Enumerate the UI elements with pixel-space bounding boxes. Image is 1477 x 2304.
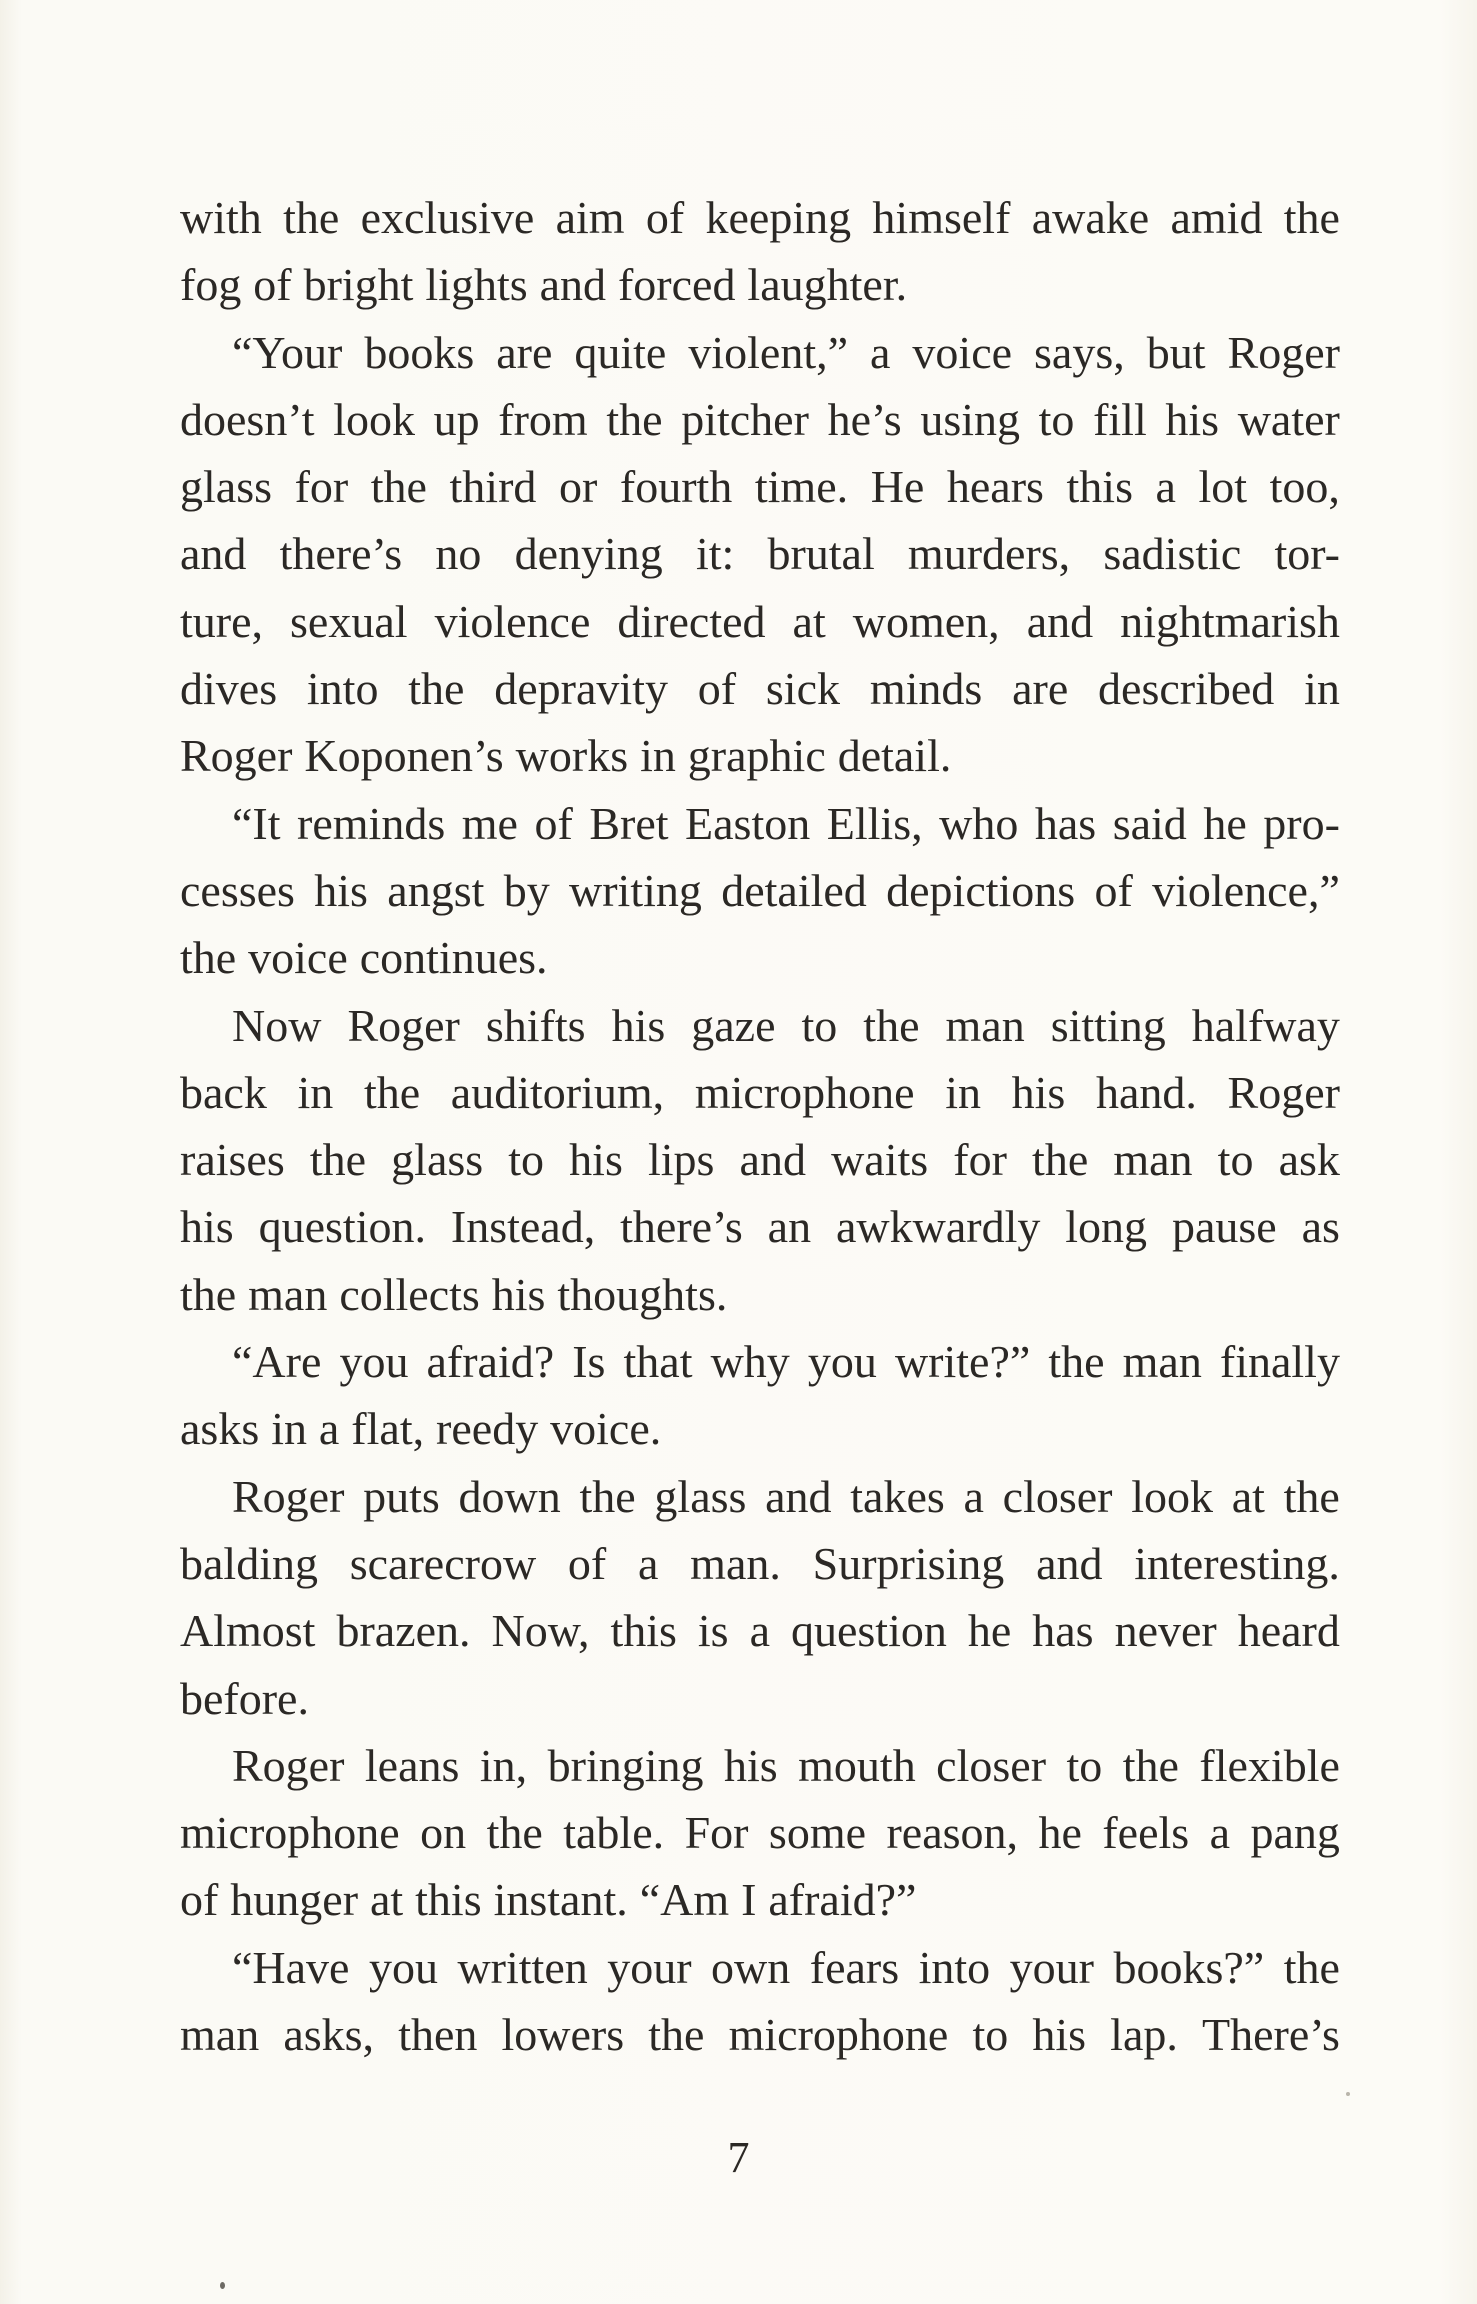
text-line: cesses his angst by writing detailed depictions of violence,” bbox=[180, 864, 1340, 916]
paper-speck bbox=[1346, 2092, 1350, 2096]
text-line: with the exclusive aim of keeping himself awake amid the bbox=[180, 192, 1340, 243]
text-line: asks in a flat, reedy voice. bbox=[180, 1403, 662, 1455]
text-line: microphone on the table. For some reason, he feels a pang bbox=[180, 1807, 1340, 1859]
body-text bbox=[180, 184, 1340, 2068]
text-line: Roger Koponen’s works in graphic detail. bbox=[180, 730, 952, 782]
text-line: the man collects his thoughts. bbox=[180, 1268, 728, 1320]
text-line: fog of bright lights and forced laughter. bbox=[180, 259, 908, 311]
text-line: Almost brazen. Now, this is a question he has never heard bbox=[180, 1605, 1340, 1657]
text-line: before. bbox=[180, 1672, 309, 1724]
text-line: balding scarecrow of a man. Surprising and interesting. bbox=[180, 1537, 1340, 1589]
text-line: doesn’t look up from the pitcher he’s using to fill his water bbox=[180, 393, 1340, 445]
text-line: glass for the third or fourth time. He hears this a lot too, bbox=[180, 461, 1340, 513]
paper-speck bbox=[220, 2282, 225, 2289]
text-line: and there’s no denying it: brutal murders, sadistic tor- bbox=[180, 528, 1340, 580]
text-line: Roger leans in, bringing his mouth closer to the flexible bbox=[232, 1739, 1340, 1791]
text-line: his question. Instead, there’s an awkwardly long pause as bbox=[180, 1201, 1340, 1253]
text-line: of hunger at this instant. “Am I afraid?” bbox=[180, 1874, 917, 1926]
text-line: “It reminds me of Bret Easton Ellis, who has said he pro- bbox=[232, 797, 1340, 849]
text-line: the voice continues. bbox=[180, 932, 548, 984]
text-line: man asks, then lowers the microphone to his lap. There’s bbox=[180, 2009, 1340, 2061]
text-line: “Have you written your own fears into your books?” the bbox=[232, 1941, 1340, 1993]
text-line: Roger puts down the glass and takes a closer look at the bbox=[232, 1470, 1340, 1522]
text-line: Now Roger shifts his gaze to the man sitting halfway bbox=[232, 999, 1340, 1051]
text-line: “Are you afraid? Is that why you write?” the man finally bbox=[232, 1336, 1340, 1388]
text-line: dives into the depravity of sick minds are described in bbox=[180, 663, 1340, 715]
text-line: ture, sexual violence directed at women, and nightmarish bbox=[180, 595, 1340, 647]
text-line: “Your books are quite violent,” a voice says, but Roger bbox=[232, 326, 1340, 378]
text-line: raises the glass to his lips and waits for the man to ask bbox=[180, 1134, 1340, 1186]
page-number: 7 bbox=[727, 2133, 750, 2182]
text-line: back in the auditorium, microphone in his hand. Roger bbox=[180, 1066, 1340, 1118]
